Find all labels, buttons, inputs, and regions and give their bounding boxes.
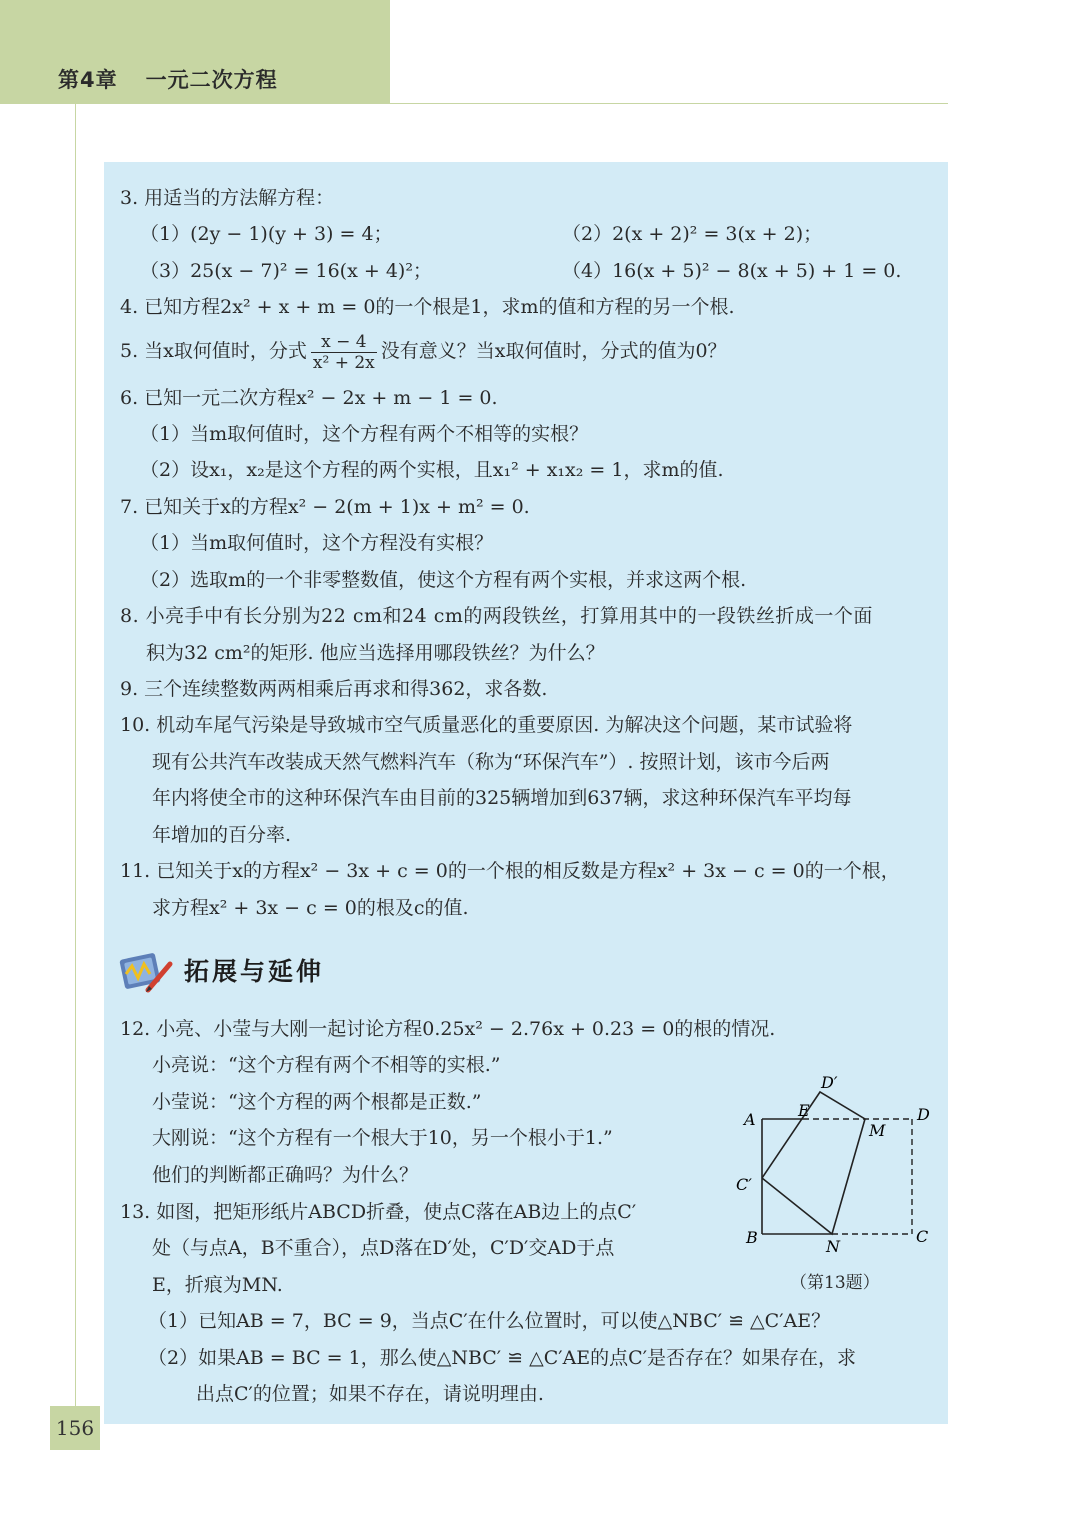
problem-5 — [120, 331, 727, 373]
header-rule — [390, 103, 948, 104]
problem-8-line1: 8. 小亮手中有长分别为22 cm和24 cm的两段铁丝，打算用其中的一段铁丝折成一个面 — [120, 605, 873, 627]
problem-7: 7. 已知关于x的方程x² − 2(m + 1)x + m² = 0. — [120, 496, 530, 518]
fraction-numerator: x − 4 — [311, 332, 377, 353]
label-D-prime: D′ — [821, 1073, 838, 1092]
problem-10-line3: 年内将使全市的这种环保汽车由目前的325辆增加到637辆，求这种环保汽车平均每 — [152, 787, 852, 809]
chapter-title: 一元二次方程 — [145, 68, 278, 92]
problem-3-4: （4）16(x + 5)² − 8(x + 5) + 1 = 0. — [562, 260, 902, 282]
fold-figure — [730, 1072, 940, 1267]
problem-6-2: （2）设x₁，x₂是这个方程的两个实根，且x₁² + x₁x₂ = 1，求m的值. — [140, 459, 724, 481]
problem-12-question: 他们的判断都正确吗？为什么？ — [152, 1164, 419, 1186]
problem-6-1: （1）当m取何值时，这个方程有两个不相等的实根？ — [140, 423, 589, 445]
label-E: E — [798, 1101, 810, 1120]
problem-12-dagang: 大刚说：“这个方程有一个根大于10，另一个根小于1.” — [152, 1127, 613, 1149]
problem-5-pre: 5. 当x取何值时，分式 — [120, 340, 307, 362]
label-M: M — [869, 1121, 886, 1140]
problem-3-1: （1）(2y − 1)(y + 3) = 4； — [140, 223, 393, 245]
problem-13-line1: 13. 如图，把矩形纸片ABCD折叠，使点C落在AB边上的点C′ — [120, 1201, 637, 1223]
problem-11-line2: 求方程x² + 3x − c = 0的根及c的值. — [152, 897, 469, 919]
problem-10-line1: 10. 机动车尾气污染是导致城市空气质量恶化的重要原因. 为解决这个问题，某市试验将 — [120, 714, 853, 736]
problem-12: 12. 小亮、小莹与大刚一起讨论方程0.25x² − 2.76x + 0.23 = 0的根的情况. — [120, 1018, 776, 1040]
problem-11-line1: 11. 已知关于x的方程x² − 3x + c = 0的一个根的相反数是方程x² + 3x − c = 0的一个根， — [120, 860, 900, 882]
problem-13-2-cont: 出点C′的位置；如果不存在，请说明理由. — [196, 1383, 544, 1405]
label-N: N — [826, 1237, 840, 1256]
problem-5-post: 没有意义？当x取何值时，分式的值为0？ — [380, 340, 727, 362]
label-C-prime: C′ — [736, 1175, 752, 1194]
label-C: C — [916, 1227, 929, 1246]
section-title: 拓展与延伸 — [184, 957, 325, 986]
problem-6: 6. 已知一元二次方程x² − 2x + m − 1 = 0. — [120, 387, 498, 409]
margin-rule — [75, 104, 76, 1406]
label-B: B — [746, 1228, 758, 1247]
problem-10-line4: 年增加的百分率. — [152, 824, 292, 846]
chapter-number: 第4章 — [58, 68, 118, 92]
problem-12-xiaoliang: 小亮说：“这个方程有两个不相等的实根.” — [152, 1054, 501, 1076]
problem-3: 3. 用适当的方法解方程： — [120, 187, 335, 209]
problem-3-2: （2）2(x + 2)² = 3(x + 2)； — [562, 223, 823, 245]
problem-8-line2: 积为32 cm²的矩形. 他应当选择用哪段铁丝？为什么？ — [146, 642, 605, 664]
problem-7-2: （2）选取m的一个非零整数值，使这个方程有两个实根，并求这两个根. — [140, 569, 747, 591]
pencil-icon — [118, 944, 174, 994]
fraction-denominator: x² + 2x — [312, 352, 375, 373]
problem-13-2: （2）如果AB = BC = 1，那么使△NBC′ ≌ △C′AE的点C′是否存在？如果存在，求 — [148, 1347, 857, 1369]
problem-9: 9. 三个连续整数两两相乘后再求和得362，求各数. — [120, 678, 548, 700]
problem-13-line2: 处（与点A，B不重合），点D落在D′处，C′D′交AD于点 — [152, 1237, 615, 1259]
label-D: D — [917, 1105, 930, 1124]
problem-7-1: （1）当m取何值时，这个方程没有实根？ — [140, 532, 494, 554]
label-A: A — [744, 1110, 756, 1129]
problem-10-line2: 现有公共汽车改装成天然气燃料汽车（称为“环保汽车”）. 按照计划，该市今后两 — [152, 751, 830, 773]
page-number-box — [50, 1406, 100, 1450]
problem-3-3: （3）25(x − 7)² = 16(x + 4)²； — [140, 260, 432, 282]
page-number: 156 — [55, 1416, 95, 1440]
problem-4: 4. 已知方程2x² + x + m = 0的一个根是1，求m的值和方程的另一个根. — [120, 296, 735, 318]
fraction — [311, 332, 377, 373]
figure-caption: （第13题） — [790, 1273, 880, 1293]
problem-13-1: （1）已知AB = 7，BC = 9，当点C′在什么位置时，可以使△NBC′ ≌ △C′AE？ — [148, 1310, 831, 1332]
problem-12-xiaoying: 小莹说：“这个方程的两个根都是正数.” — [152, 1091, 482, 1113]
problem-13-line3: E，折痕为MN. — [152, 1274, 283, 1296]
chapter-header — [58, 64, 278, 94]
